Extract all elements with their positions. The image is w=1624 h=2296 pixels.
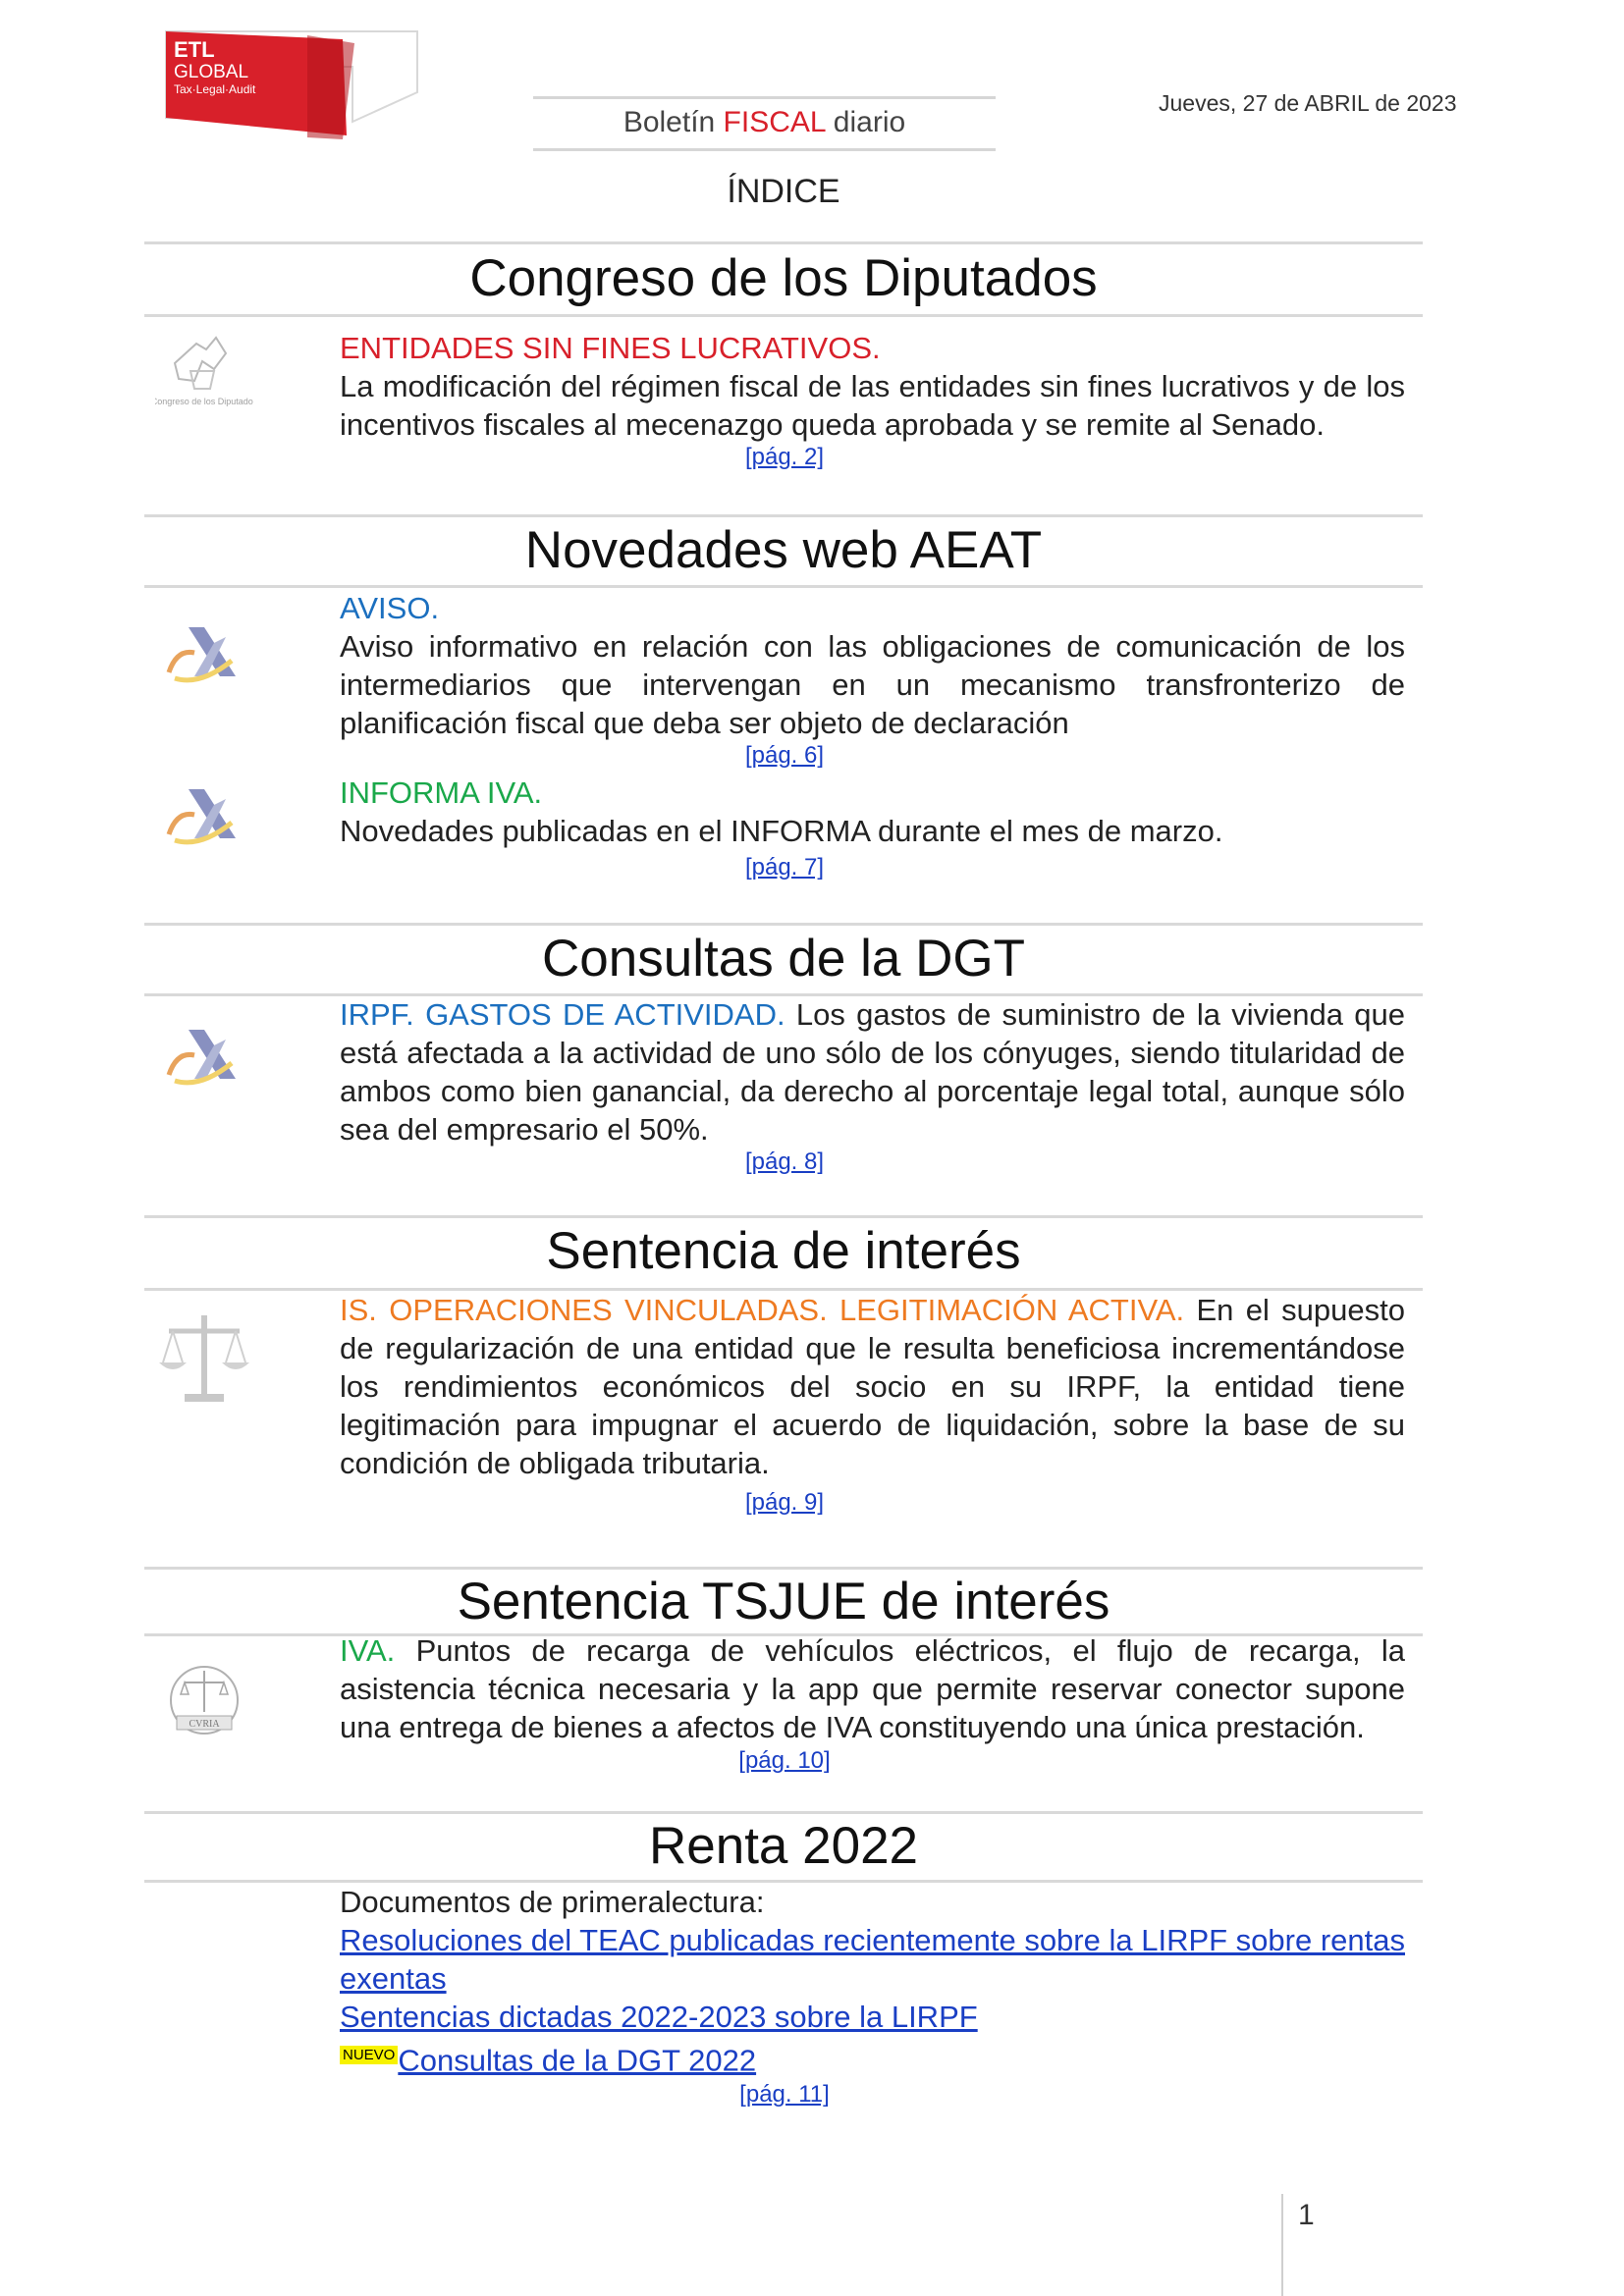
- sentencia-entry-head: IS. OPERACIONES VINCULADAS. LEGITIMACIÓN ACTIVA.: [340, 1293, 1185, 1327]
- congreso-entry-body: La modificación del régimen fiscal de las entidades sin fines lucrativos y de los incentivos fiscales al mecenazgo queda aprobada y se remite al Senado.: [340, 369, 1405, 442]
- logo-text-tagline: Tax·Legal·Audit: [174, 82, 256, 96]
- dgt-entry-body: Los gastos de suministro de la vivienda que está afectada a la actividad de uno sólo de los cónyuges, siendo titularidad de ambos como bien ganancial, da derecho al porcentaje legal total, aunque sólo sea del empresario el 50%.: [340, 997, 1405, 1147]
- dgt-entry: [340, 995, 1405, 1148]
- tsjue-entry-head: IVA.: [340, 1633, 396, 1668]
- renta-docs-label: Documentos de primeralectura:: [340, 1885, 765, 1919]
- aeat-aviso-entry: [340, 589, 1405, 742]
- cvria-emblem-icon: [155, 1657, 253, 1745]
- nuevo-badge: NUEVO: [340, 2046, 398, 2064]
- aeat-informa-body: Novedades publicadas en el INFORMA durante el mes de marzo.: [340, 814, 1223, 848]
- congreso-logo-caption: Congreso de los Diputados: [155, 397, 253, 406]
- aeat-informa-head: INFORMA IVA.: [340, 775, 543, 810]
- dgt-entry-head: IRPF. GASTOS DE ACTIVIDAD.: [340, 997, 785, 1032]
- renta-link-dgt[interactable]: Consultas de la DGT 2022: [398, 2043, 757, 2078]
- section-title-congreso: Congreso de los Diputados: [469, 249, 1098, 307]
- renta-dgt-row: [340, 2036, 1405, 2079]
- renta-link-teac[interactable]: Resoluciones del TEAC publicadas recientemente sobre la LIRPF sobre rentas exentas: [340, 1923, 1405, 1996]
- sentencia-entry-body: En el supuesto de regularización de una entidad que le resulta beneficiosa incrementándose los rendimientos económicos del socio en su IRPF, la entidad tiene legitimación para impugnar el acuerdo de liquidación, sobre la base de su condición de obligada tributaria.: [340, 1293, 1405, 1480]
- aeat-aviso-body: Aviso informativo en relación con las obligaciones de comunicación de los intermediarios que intervengan en un mecanismo transfronterizo de planificación fiscal que deba ser objeto de declaración: [340, 629, 1405, 740]
- index-heading: ÍNDICE: [727, 173, 840, 210]
- section-title-sentencia: Sentencia de interés: [546, 1222, 1021, 1280]
- renta-entry: [340, 1883, 1405, 2079]
- sentencia-entry: [340, 1291, 1405, 1482]
- congreso-entry: [340, 329, 1405, 444]
- tsjue-page-link[interactable]: [pág. 10]: [738, 1747, 831, 1774]
- section-divider: [144, 923, 1423, 926]
- section-divider: [144, 585, 1423, 588]
- aeat-aviso-head: AVISO.: [340, 591, 440, 625]
- page-number: 1: [1298, 2199, 1315, 2231]
- renta-link-sentencias[interactable]: Sentencias dictadas 2022-2023 sobre la LIRPF: [340, 2000, 978, 2034]
- congreso-page-link[interactable]: [pág. 2]: [744, 444, 825, 470]
- aeat-logo-icon: [155, 614, 253, 712]
- section-divider: [144, 314, 1423, 317]
- bulletin-title-pre: Boletín: [623, 106, 724, 138]
- aeat-logo-icon: [155, 1016, 253, 1114]
- footer-divider: [1281, 2194, 1283, 2296]
- section-title-dgt: Consultas de la DGT: [542, 930, 1025, 988]
- scales-of-justice-icon: [155, 1308, 253, 1415]
- aeat-informa-entry: [340, 774, 1405, 850]
- section-divider: [144, 1215, 1423, 1218]
- congreso-logo-icon: [155, 324, 253, 432]
- dgt-page-link[interactable]: [pág. 8]: [744, 1148, 825, 1175]
- section-title-aeat: Novedades web AEAT: [524, 521, 1043, 579]
- bulletin-date: Jueves, 27 de ABRIL de 2023: [1159, 90, 1457, 116]
- bulletin-title: [533, 96, 996, 151]
- section-title-renta: Renta 2022: [648, 1817, 919, 1875]
- aeat-informa-page-link[interactable]: [pág. 7]: [744, 854, 825, 881]
- section-divider: [144, 1567, 1423, 1570]
- tsjue-entry: [340, 1631, 1405, 1746]
- bulletin-title-accent: FISCAL: [723, 106, 826, 138]
- section-title-tsjue: Sentencia TSJUE de interés: [457, 1573, 1110, 1630]
- section-divider: [144, 1811, 1423, 1814]
- bulletin-title-post: diario: [825, 106, 906, 138]
- sentencia-page-link[interactable]: [pág. 9]: [744, 1489, 825, 1516]
- logo-text-global: GLOBAL: [174, 62, 249, 82]
- renta-page-link[interactable]: [pág. 11]: [739, 2081, 830, 2108]
- tsjue-entry-body: Puntos de recarga de vehículos eléctricos, el flujo de recarga, la asistencia técnica necesaria y la app que permite reservar conector supone una entrega de bienes a afectos de IVA constituyendo una única prestación.: [340, 1633, 1405, 1744]
- section-divider: [144, 241, 1423, 244]
- etl-global-logo: [160, 27, 425, 143]
- aeat-aviso-page-link[interactable]: [pág. 6]: [744, 742, 825, 769]
- congreso-entry-head: ENTIDADES SIN FINES LUCRATIVOS.: [340, 331, 881, 365]
- cvria-caption: CVRIA: [189, 1719, 220, 1730]
- logo-text-etl: ETL: [174, 37, 215, 62]
- section-divider: [144, 514, 1423, 517]
